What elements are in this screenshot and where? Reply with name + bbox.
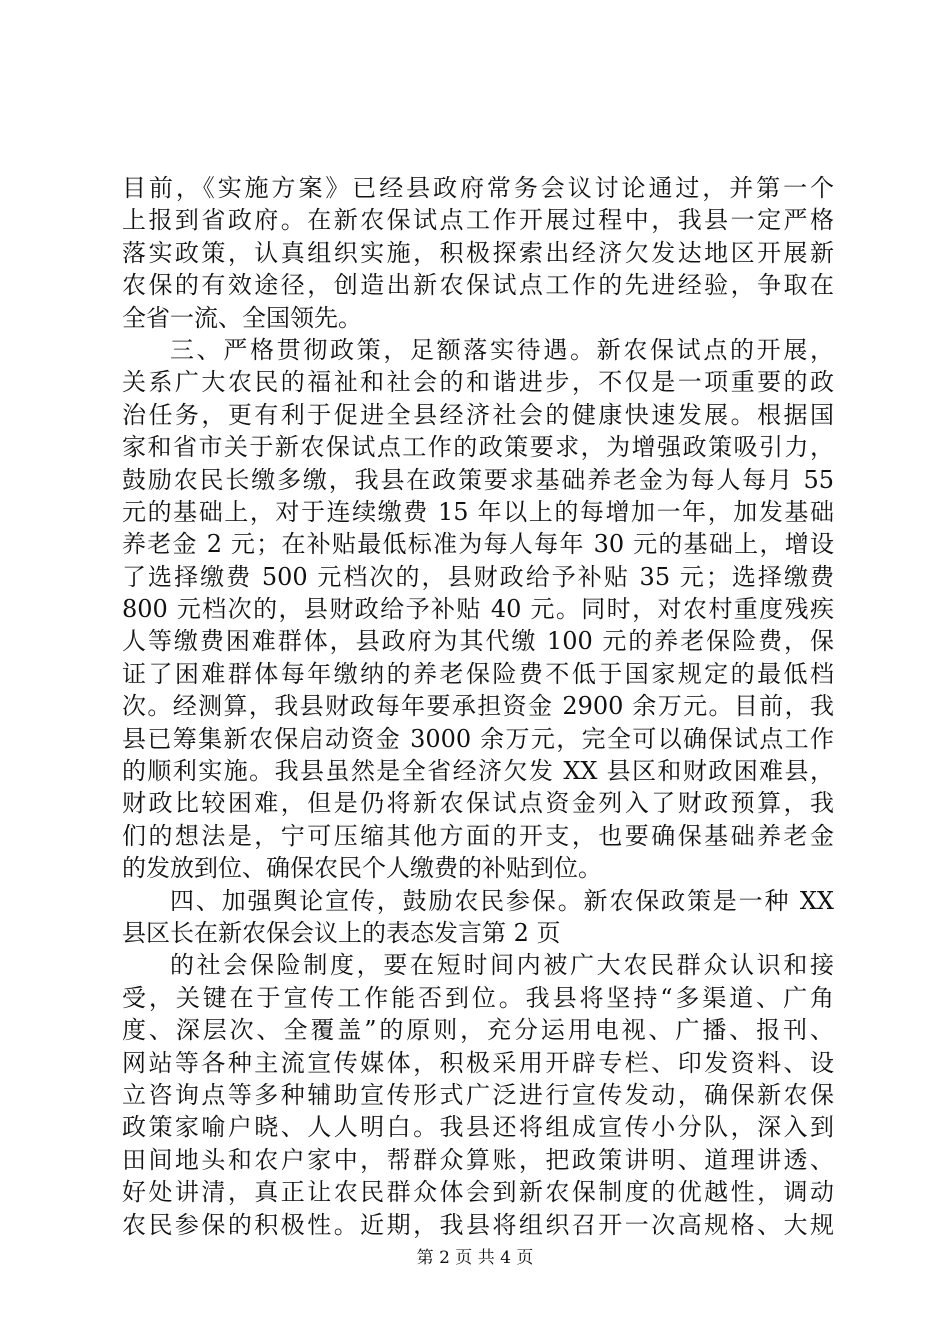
- page-footer: 第 2 页 共 4 页: [416, 1248, 534, 1268]
- text-line: 了选择缴费 500 元档次的，县财政给予补贴 35 元；选择缴费: [122, 562, 834, 591]
- text-line: 次。经测算，我县财政每年要承担资金 2900 余万元。目前，我: [122, 692, 834, 721]
- text-line: 家和省市关于新农保试点工作的政策要求，为增强政策吸引力，: [122, 433, 834, 462]
- text-line: 养老金 2 元；在补贴最低标准为每人每年 30 元的基础上，增设: [122, 530, 834, 559]
- text-line: 县区长在新农保会议上的表态发言第 2 页: [122, 918, 561, 947]
- text-line: 鼓励农民长缴多缴，我县在政策要求基础养老金为每人每月 55: [122, 465, 834, 494]
- text-line: 农保的有效途径，创造出新农保试点工作的先进经验，争取在: [122, 271, 834, 300]
- text-line: 政策家喻户晓、人人明白。我县还将组成宣传小分队，深入到: [122, 1113, 834, 1142]
- text-line: 的顺利实施。我县虽然是全省经济欠发 XX 县区和财政困难县，: [122, 757, 834, 786]
- text-line: 好处讲清，真正让农民群众体会到新农保制度的优越性，调动: [122, 1178, 834, 1207]
- text-line: 治任务，更有利于促进全县经济社会的健康快速发展。根据国: [122, 400, 834, 429]
- text-line: 田间地头和农户家中，帮群众算账，把政策讲明、道理讲透、: [122, 1145, 834, 1174]
- text-line: 证了困难群体每年缴纳的养老保险费不低于国家规定的最低档: [122, 659, 834, 688]
- text-line: 人等缴费困难群体，县政府为其代缴 100 元的养老保险费，保: [122, 627, 834, 656]
- text-line: 元的基础上，对于连续缴费 15 年以上的每增加一年，加发基础: [122, 497, 834, 526]
- text-line: 目前，《实施方案》已经县政府常务会议讨论通过，并第一个: [122, 174, 834, 202]
- text-line: 农民参保的积极性。近期，我县将组织召开一次高规格、大规: [122, 1210, 834, 1239]
- text-line: 落实政策，认真组织实施，积极探索出经济欠发达地区开展新: [122, 238, 834, 267]
- text-line: 县已筹集新农保启动资金 3000 余万元，完全可以确保试点工作: [122, 724, 834, 753]
- text-line: 的发放到位、确保农民个人缴费的补贴到位。: [122, 854, 602, 883]
- text-line: 受，关键在于宣传工作能否到位。我县将坚持“多渠道、广角: [122, 983, 834, 1012]
- text-line: 全省一流、全国领先。: [122, 303, 362, 332]
- text-line: 立咨询点等多种辅助宣传形式广泛进行宣传发动，确保新农保: [122, 1080, 834, 1109]
- text-line: 的社会保险制度，要在短时间内被广大农民群众认识和接: [170, 951, 834, 980]
- section-three-first-line: 三、严格贯彻政策，足额落实待遇。新农保试点的开展，: [170, 335, 834, 364]
- section-four-first-line: 四、加强舆论宣传，鼓励农民参保。新农保政策是一种 XX: [170, 886, 834, 915]
- text-line: 财政比较困难，但是仍将新农保试点资金列入了财政预算，我: [122, 789, 834, 818]
- text-line: 度、深层次、全覆盖”的原则，充分运用电视、广播、报刊、: [122, 1016, 834, 1045]
- text-line: 们的想法是，宁可压缩其他方面的开支，也要确保基础养老金: [122, 821, 834, 850]
- body-text: [122, 172, 834, 1241]
- text-line: 网站等各种主流宣传媒体，积极采用开辟专栏、印发资料、设: [122, 1048, 834, 1077]
- text-line: 800 元档次的，县财政给予补贴 40 元。同时，对农村重度残疾: [122, 595, 834, 624]
- text-line: 关系广大农民的福祉和社会的和谐进步，不仅是一项重要的政: [122, 368, 834, 397]
- text-line: 上报到省政府。在新农保试点工作开展过程中，我县一定严格: [122, 206, 834, 235]
